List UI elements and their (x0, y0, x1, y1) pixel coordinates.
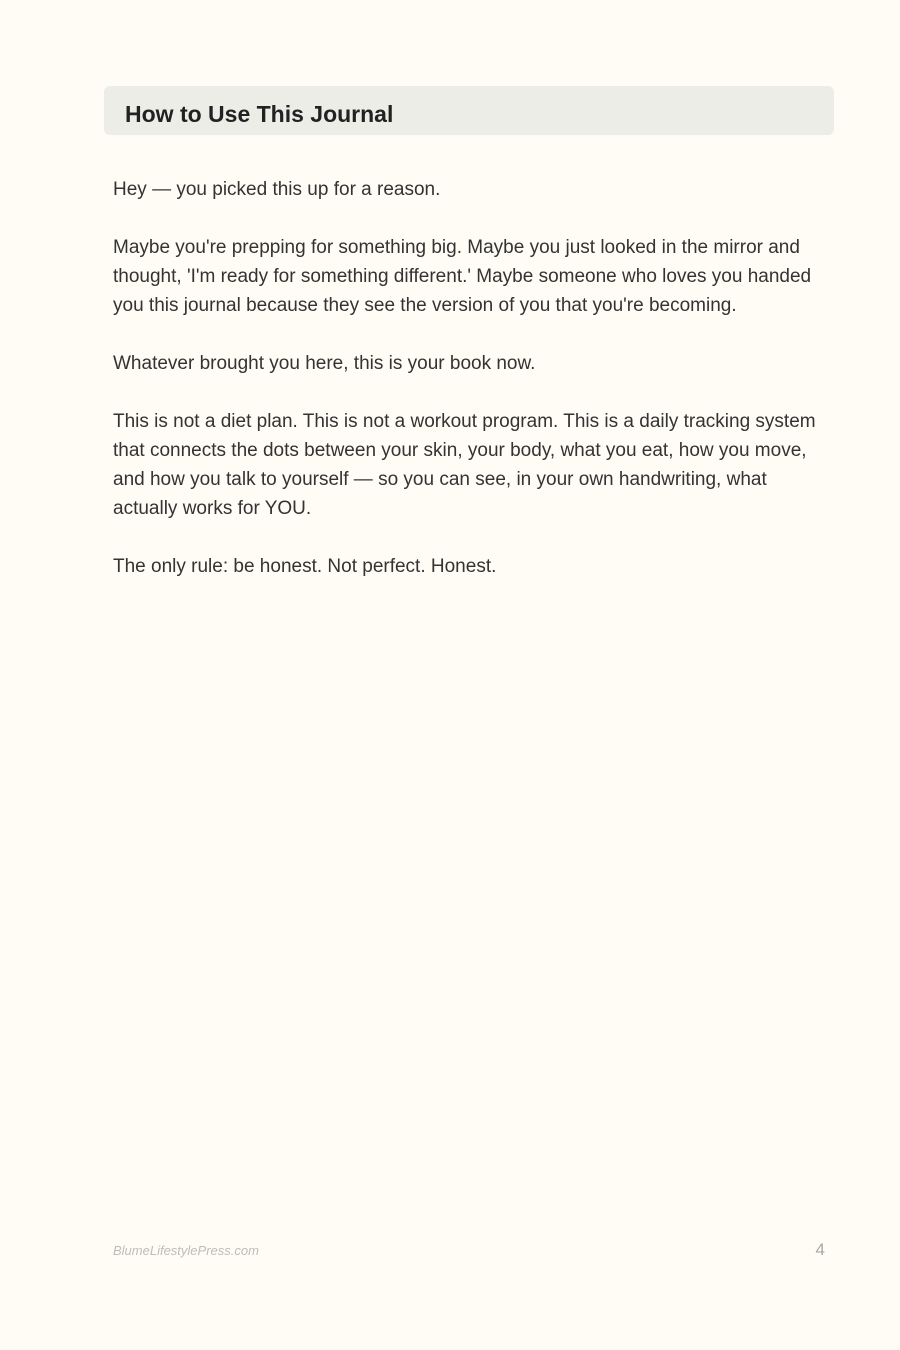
section-header (104, 86, 834, 135)
intro-text (113, 175, 823, 610)
section-title: How to Use This Journal (125, 101, 394, 127)
page-number: 4 (815, 1240, 825, 1259)
paragraph-rule: The only rule: be honest. Not perfect. Honest. (113, 556, 497, 577)
paragraph-ownership: Whatever brought you here, this is your book now. (113, 353, 536, 374)
paragraph-greeting: Hey — you picked this up for a reason. (113, 179, 441, 200)
footer-website: BlumeLifestylePress.com (113, 1243, 259, 1258)
paragraph-purpose: This is not a diet plan. This is not a workout program. This is a daily tracking system that connects the dots between your skin, your body, what you eat, how you move, and how you talk to yourself — so you can see, in your own handwriting, what actually works for YOU. (113, 411, 816, 519)
paragraph-motivation: Maybe you're prepping for something big. Maybe you just looked in the mirror and thought, 'I'm ready for something different.' Maybe someone who loves you handed you this journal because they see the version of you that you're becoming. (113, 237, 812, 316)
